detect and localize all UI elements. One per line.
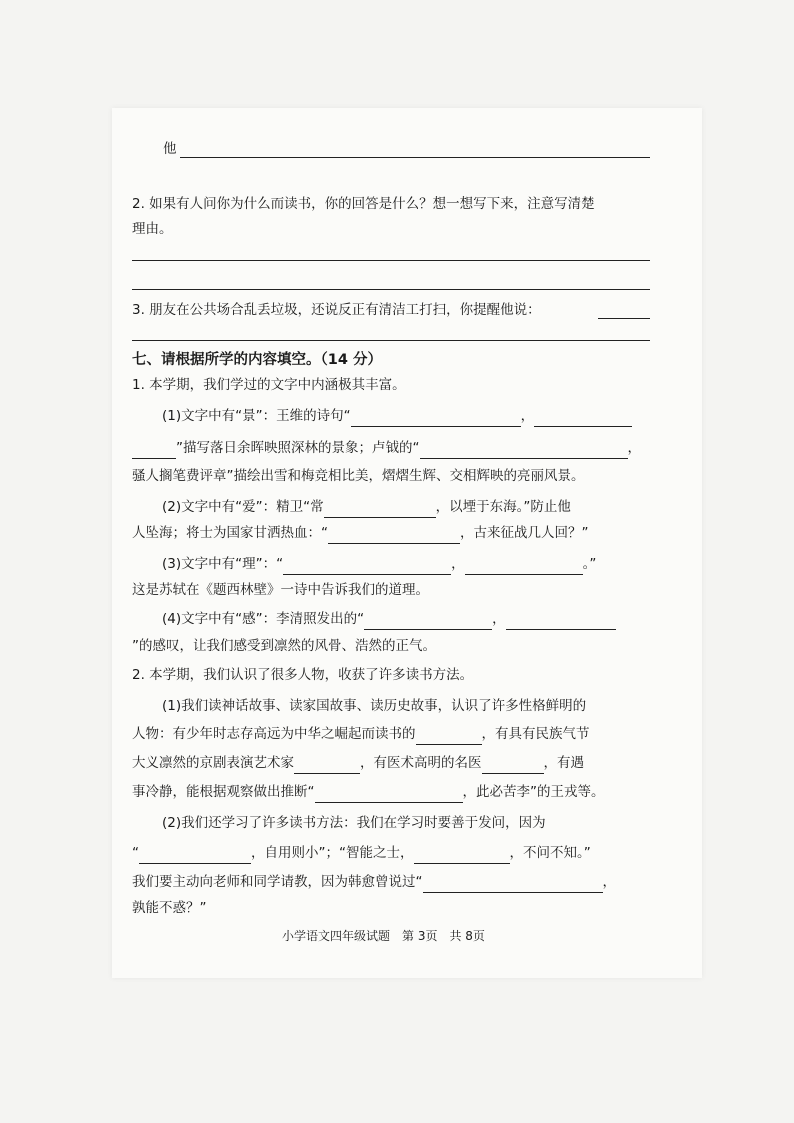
- q7-p2b-line1: (2)我们还学习了许多读书方法：我们在学习时要善于发问，因为: [162, 815, 546, 831]
- q6-item3: 3. 朋友在公共场合乱丢垃圾，还说反正有清洁工打扫，你提醒他说：: [132, 302, 541, 318]
- fill-blank[interactable]: [414, 845, 510, 864]
- page-footer: 小学语文四年级试题 第 3页 共 8页: [282, 929, 485, 943]
- fill-blank[interactable]: [283, 556, 451, 575]
- q7-p1c-line2: 这是苏轼在《题西林壁》一诗中告诉我们的道理。: [132, 582, 429, 598]
- fill-blank[interactable]: [534, 408, 632, 427]
- fill-blank[interactable]: [420, 440, 628, 459]
- q7-p1a-line3: 骚人搁笔费评章”描绘出雪和梅竞相比美，熠熠生辉、交相辉映的亮丽风景。: [132, 468, 585, 484]
- q7-p1d-line2: ”的感叹，让我们感受到凛然的风骨、浩然的正气。: [132, 638, 436, 654]
- q7-p1b-line2: 人坠海；将士为国家甘洒热血：“ ，古来征战几人回？”: [132, 522, 589, 544]
- answer-line[interactable]: [180, 157, 650, 158]
- fill-blank[interactable]: [506, 611, 616, 630]
- q7-p2-intro: 2. 本学期，我们认识了很多人物，收获了许多读书方法。: [132, 667, 474, 683]
- fill-blank[interactable]: [423, 874, 603, 893]
- q7-p1a-line2: ”描写落日余晖映照深林的景象；卢钺的“ ，: [132, 437, 641, 459]
- fill-blank[interactable]: [416, 726, 482, 745]
- q7-p1c-line1: (3)文字中有“理”：“ ， 。”: [162, 553, 596, 575]
- q7-p2b-line4: 孰能不惑？”: [132, 900, 207, 916]
- q7-p2b-line3: 我们要主动向老师和同学请教，因为韩愈曾说过“ ，: [132, 871, 616, 893]
- fill-blank[interactable]: [364, 611, 492, 630]
- answer-line[interactable]: [132, 340, 650, 341]
- fill-blank[interactable]: [315, 784, 463, 803]
- q7-p2b-line2: “ ，自用则小”；“智能之士， ，不问不知。”: [132, 842, 591, 864]
- fill-blank[interactable]: [324, 499, 436, 518]
- q7-p1d-line1: (4)文字中有“感”：李清照发出的“ ，: [162, 608, 616, 630]
- q7-p2a-line2: 人物：有少年时志存高远为中华之崛起而读书的 ，有具有民族气节: [132, 723, 590, 745]
- fill-blank[interactable]: [351, 408, 521, 427]
- q7-p2a-line1: (1)我们读神话故事、读家国故事、读历史故事，认识了许多性格鲜明的: [162, 698, 587, 714]
- answer-line[interactable]: [598, 318, 650, 319]
- answer-line[interactable]: [132, 260, 650, 261]
- fill-blank[interactable]: [328, 525, 460, 544]
- q7-p2a-line4: 事冷静，能根据观察做出推断“ ，此必苦李”的王戎等。: [132, 781, 605, 803]
- fill-blank[interactable]: [132, 440, 176, 459]
- q7-p2a-line3: 大义凛然的京剧表演艺术家 ，有医术高明的名医 ，有遇: [132, 752, 584, 774]
- q7-p1a-line1: (1)文字中有“景”：王维的诗句“ ，: [162, 405, 632, 427]
- fill-blank[interactable]: [294, 755, 360, 774]
- q7-p1-intro: 1. 本学期，我们学过的文字中内涵极其丰富。: [132, 377, 406, 393]
- q6-line1: 他: [163, 141, 177, 157]
- q7-p1b-line1: (2)文字中有“爱”：精卫“常 ，以堙于东海。”防止他: [162, 496, 571, 518]
- section-7-title: 七、请根据所学的内容填空。（14 分）: [132, 352, 382, 368]
- q6-item2-line1: 2. 如果有人问你为什么而读书，你的回答是什么？想一想写下来，注意写清楚: [132, 196, 595, 212]
- fill-blank[interactable]: [139, 845, 251, 864]
- fill-blank[interactable]: [465, 556, 583, 575]
- q6-item2-line2: 理由。: [132, 221, 173, 237]
- fill-blank[interactable]: [482, 755, 544, 774]
- answer-line[interactable]: [132, 289, 650, 290]
